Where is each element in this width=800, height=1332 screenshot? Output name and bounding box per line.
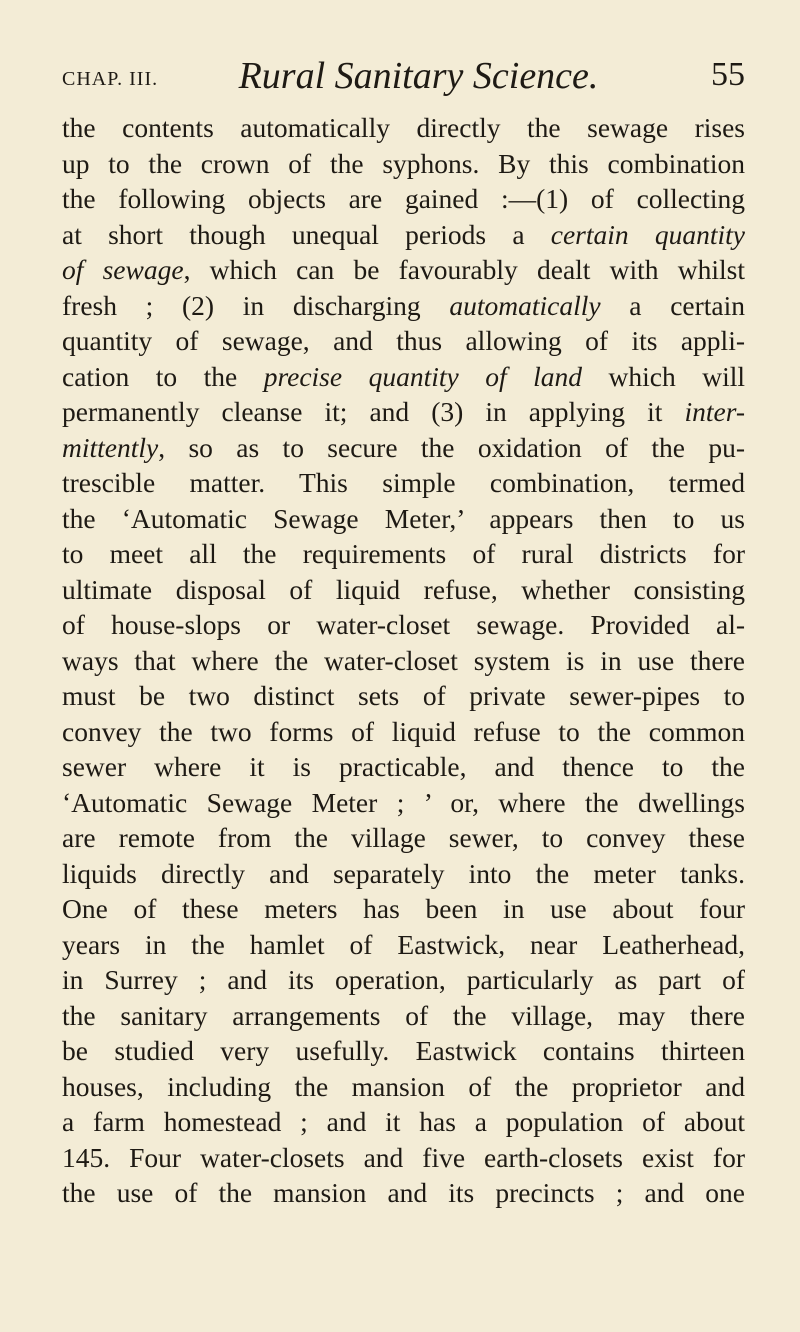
text-run: in Surrey ; and its operation, particularly as part of — [62, 964, 745, 995]
text-line — [62, 359, 745, 395]
chapter-label: CHAP. III. — [62, 68, 159, 90]
text-run: , which can be favourably dealt with whilst — [183, 254, 745, 285]
italic-text: of sewage — [62, 254, 184, 285]
text-line — [62, 430, 745, 466]
text-run: years in the hamlet of Eastwick, near Leatherhead, — [62, 928, 745, 960]
text-line — [62, 749, 745, 785]
text-run: the following objects are gained :—(1) of collecting — [62, 183, 745, 214]
text-run: houses, including the mansion of the proprietor and — [62, 1070, 745, 1102]
text-line — [62, 927, 745, 963]
text-run: One of these meters has been in use about four — [62, 893, 745, 924]
text-line — [62, 181, 745, 217]
text-line — [62, 678, 745, 714]
text-line — [62, 252, 745, 288]
text-line — [62, 110, 745, 146]
body-text — [62, 110, 745, 1211]
text-line — [62, 607, 745, 643]
text-run: which will — [582, 360, 745, 392]
italic-text: automatically — [449, 289, 601, 321]
text-line — [62, 146, 745, 182]
text-line — [62, 998, 745, 1034]
text-line — [62, 1175, 745, 1211]
text-line — [62, 856, 745, 892]
text-run: at short though unequal periods a — [62, 218, 551, 250]
text-line — [62, 536, 745, 572]
italic-text: precise quantity of land — [263, 360, 582, 392]
text-run: up to the crown of the syphons. By this combination — [62, 147, 745, 179]
text-line — [62, 714, 745, 750]
text-line — [62, 501, 745, 537]
text-line — [62, 465, 745, 501]
text-line — [62, 785, 745, 821]
text-run: quantity of sewage, and thus allowing of its appli- — [62, 325, 745, 356]
text-line — [62, 820, 745, 856]
text-line — [62, 323, 745, 359]
text-run: 145. Four water-closets and five earth-closets exist for — [62, 1141, 745, 1173]
text-run: the ‘Automatic Sewage Meter,’ appears then to us — [62, 502, 745, 534]
text-run: , so as to secure the oxidation of the pu- — [158, 431, 745, 463]
text-run: permanently cleanse it; and (3) in applying it — [62, 396, 685, 427]
text-run: convey the two forms of liquid refuse to the common — [62, 715, 745, 747]
text-run: a certain — [600, 289, 745, 321]
text-line — [62, 572, 745, 608]
text-line — [62, 217, 745, 253]
text-line — [62, 1140, 745, 1176]
text-line — [62, 962, 745, 998]
text-run: to meet all the requirements of rural districts for — [62, 538, 745, 569]
text-line — [62, 891, 745, 927]
italic-text: mittently — [62, 431, 159, 463]
text-run: the use of the mansion and its precincts ; and one — [62, 1177, 745, 1208]
text-run: be studied very usefully. Eastwick contains thirteen — [62, 1035, 745, 1066]
text-run: of house-slops or water-closet sewage. Provided al- — [62, 609, 745, 640]
text-line — [62, 394, 745, 430]
text-run: sewer where it is practicable, and thence to the — [62, 751, 745, 782]
text-run: the sanitary arrangements of the village, may there — [62, 999, 745, 1031]
text-run: the contents automatically directly the sewage rises — [62, 112, 745, 143]
text-line — [62, 1069, 745, 1105]
text-run: ways that where the water-closet system is in use there — [62, 644, 745, 676]
page-number: 55 — [711, 56, 745, 93]
italic-text: inter- — [684, 396, 745, 427]
text-run: a farm homestead ; and it has a population of about — [62, 1106, 745, 1137]
text-line — [62, 288, 745, 324]
text-run: liquids directly and separately into the meter tanks. — [62, 857, 745, 889]
text-line — [62, 1033, 745, 1069]
running-head — [62, 50, 745, 100]
text-run: ultimate disposal of liquid refuse, whether consisting — [62, 573, 745, 605]
text-line — [62, 1104, 745, 1140]
text-run: trescible matter. This simple combination, termed — [62, 467, 745, 498]
text-line — [62, 643, 745, 679]
text-run: fresh ; (2) in discharging — [62, 289, 450, 321]
text-run: must be two distinct sets of private sewer-pipes to — [62, 680, 745, 711]
text-run: ‘Automatic Sewage Meter ; ’ or, where the dwellings — [62, 786, 745, 818]
italic-text: certain quantity — [550, 218, 745, 250]
text-run: cation to the — [62, 360, 264, 392]
text-run: are remote from the village sewer, to convey these — [62, 822, 745, 853]
running-title: Rural Sanitary Science. — [238, 55, 599, 97]
